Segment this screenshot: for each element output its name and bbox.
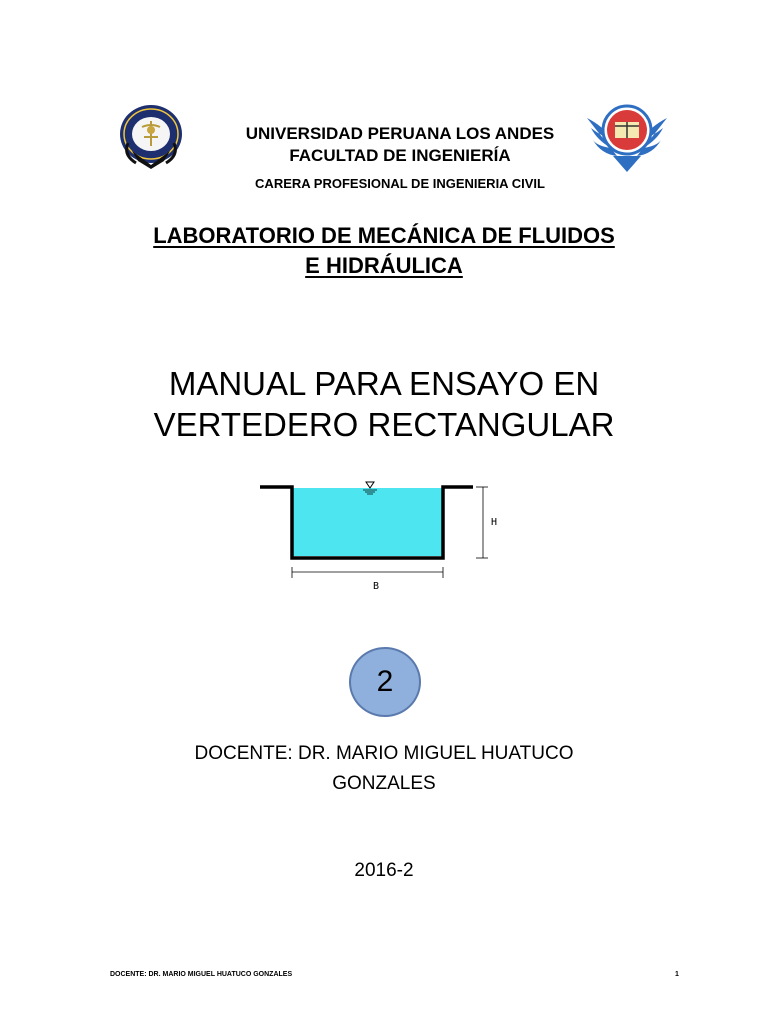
manual-number-badge	[349, 647, 421, 717]
manual-title-line1: MANUAL PARA ENSAYO EN	[168, 365, 600, 402]
water-body	[292, 488, 442, 556]
laboratory-title-line1-text: LABORATORIO DE MECÁNICA DE FLUIDOS	[153, 223, 615, 248]
manual-number: 2	[376, 665, 394, 698]
height-dimension	[476, 487, 488, 558]
manual-title-line2: VERTEDERO RECTANGULAR	[153, 406, 615, 443]
width-dimension	[292, 567, 443, 578]
width-label: B	[373, 581, 380, 592]
footer-teacher: DOCENTE: DR. MARIO MIGUEL HUATUCO GONZALES	[110, 971, 293, 978]
laboratory-title-line2-text: E HIDRÁULICA	[305, 253, 463, 278]
university-name: UNIVERSIDAD PERUANA LOS ANDES	[245, 124, 555, 143]
rectangular-weir-diagram	[255, 470, 515, 600]
laboratory-title-line1	[60, 222, 708, 250]
footer-page-number: 1	[675, 971, 679, 978]
career-name: CARERA PROFESIONAL DE INGENIERIA CIVIL	[255, 176, 545, 191]
teacher-line1: DOCENTE: DR. MARIO MIGUEL HUATUCO	[194, 743, 574, 764]
academic-period: 2016-2	[354, 860, 414, 881]
faculty-name: FACULTAD DE INGENIERÍA	[289, 146, 511, 165]
laboratory-title-line2	[60, 252, 708, 280]
height-label: H	[491, 517, 498, 528]
teacher-line2: GONZALES	[332, 773, 436, 794]
